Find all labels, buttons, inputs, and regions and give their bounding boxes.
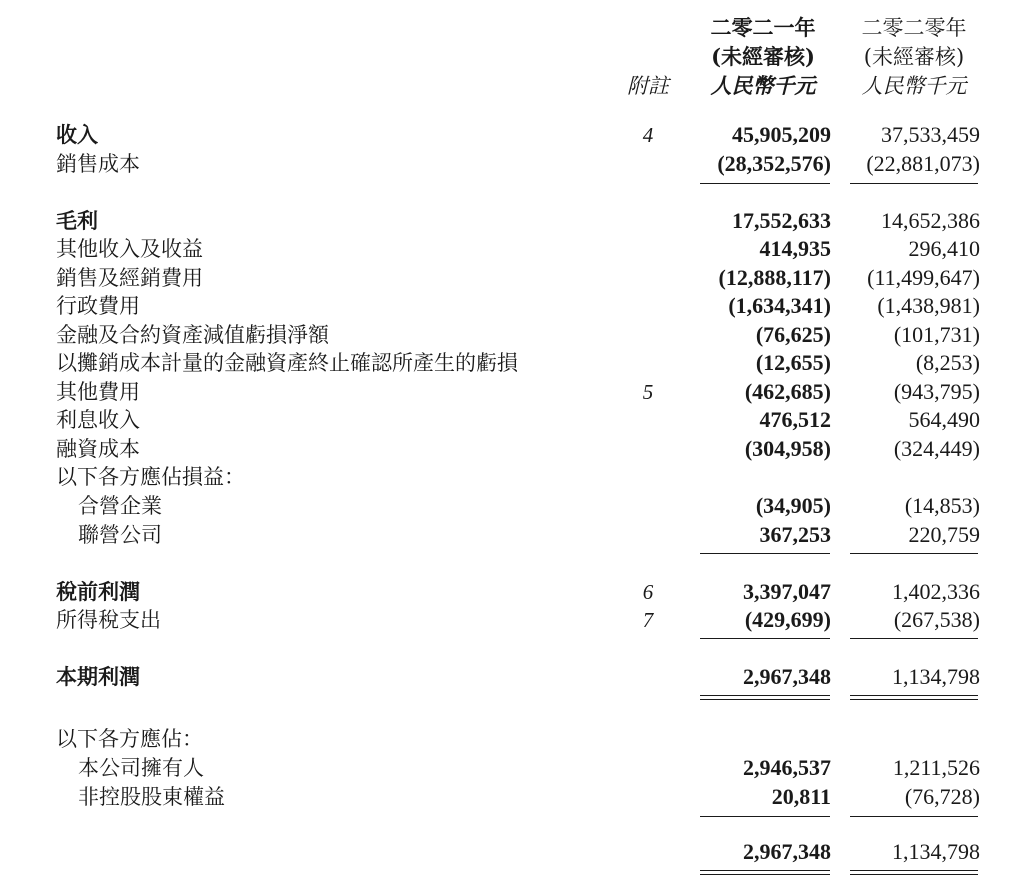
row-value-2021: (28,352,576) [717, 151, 831, 176]
row-value-2020: 37,533,459 [881, 122, 980, 147]
row-label: 所得稅支出 [56, 608, 161, 632]
col2-audit-status: (未經審核) [863, 45, 965, 69]
subtotal-rule [850, 553, 978, 554]
subtotal-rule [700, 553, 830, 554]
row-value-2020: (14,853) [904, 493, 980, 518]
row-label: 融資成本 [56, 437, 140, 461]
notes-header: 附註 [627, 74, 669, 98]
row-value-2020: (11,499,647) [867, 265, 980, 290]
row-value-2021: 2,946,537 [743, 755, 831, 780]
row-value-2021: 2,967,348 [743, 664, 831, 689]
row-value-2021: 414,935 [759, 236, 831, 261]
row-value-2020: 564,490 [908, 407, 980, 432]
row-label: 以攤銷成本計量的金融資產終止確認所產生的虧損 [56, 351, 518, 375]
row-value-2021: 367,253 [759, 522, 831, 547]
row-label: 金融及合約資產減值虧損淨額 [56, 323, 329, 347]
row-value-2021: (34,905) [755, 493, 831, 518]
col2-unit: 人民幣千元 [861, 74, 967, 98]
row-value-2020: (22,881,073) [866, 151, 980, 176]
subtotal-rule [850, 638, 978, 639]
row-label: 其他收入及收益 [56, 237, 203, 261]
row-value-2020: 1,402,336 [892, 579, 980, 604]
row-value-2021: (304,958) [744, 436, 831, 461]
row-value-2021: 3,397,047 [743, 579, 831, 604]
row-value-2020: (267,538) [893, 607, 980, 632]
row-label: 聯營公司 [78, 523, 162, 547]
subtotal-rule [700, 816, 830, 817]
row-label: 銷售成本 [56, 152, 140, 176]
col1-unit: 人民幣千元 [710, 73, 816, 98]
row-value-2021: (76,625) [755, 322, 831, 347]
col1-audit-status: (未經審核) [711, 44, 815, 69]
subtotal-rule [700, 638, 830, 639]
row-value-2020: (324,449) [893, 436, 980, 461]
row-label: 以下各方應佔損益： [56, 465, 245, 489]
row-value-2020: 296,410 [908, 236, 980, 261]
row-label: 銷售及經銷費用 [56, 266, 203, 290]
row-value-2021: (12,888,117) [718, 265, 831, 290]
row-note: 5 [642, 380, 654, 404]
total-double-rule [700, 870, 830, 875]
row-value-2021: (462,685) [744, 379, 831, 404]
row-note: 7 [642, 608, 654, 632]
row-value-2021: 20,811 [771, 784, 831, 809]
row-value-2021: (1,634,341) [728, 293, 831, 318]
row-value-2020: (101,731) [893, 322, 980, 347]
row-value-2020: 14,652,386 [881, 208, 980, 233]
row-value-2020: 1,211,526 [892, 755, 980, 780]
col2-year: 二零二零年 [861, 16, 967, 40]
total-double-rule [850, 695, 978, 700]
total-double-rule [700, 695, 830, 700]
row-label: 非控股股東權益 [78, 785, 225, 809]
row-label: 利息收入 [56, 408, 140, 432]
row-value-2021: (429,699) [744, 607, 831, 632]
subtotal-rule [700, 183, 830, 184]
total-double-rule [850, 870, 978, 875]
row-value-2020: 1,134,798 [892, 664, 980, 689]
row-label: 合營企業 [78, 494, 162, 518]
subtotal-rule [850, 816, 978, 817]
row-label: 本期利潤 [56, 664, 140, 689]
row-value-2021: 476,512 [759, 407, 831, 432]
row-label: 毛利 [56, 208, 98, 233]
row-value-2020: (76,728) [904, 784, 980, 809]
row-note: 4 [642, 123, 654, 147]
row-value-2021: (12,655) [755, 350, 831, 375]
row-value-2020: (8,253) [915, 350, 980, 375]
row-value-2021: 17,552,633 [732, 208, 831, 233]
row-note: 6 [642, 580, 654, 604]
row-value-2021: 45,905,209 [732, 122, 831, 147]
row-label: 以下各方應佔： [56, 727, 203, 751]
row-label: 稅前利潤 [56, 579, 140, 604]
subtotal-rule [850, 183, 978, 184]
row-label: 本公司擁有人 [78, 756, 204, 780]
row-label: 其他費用 [56, 380, 140, 404]
row-value-2020: 1,134,798 [892, 839, 980, 864]
row-value-2020: (1,438,981) [877, 293, 980, 318]
row-label: 行政費用 [56, 294, 140, 318]
row-value-2020: 220,759 [908, 522, 980, 547]
col1-year: 二零二一年 [710, 15, 816, 40]
row-label: 收入 [56, 122, 98, 147]
row-value-2020: (943,795) [893, 379, 980, 404]
row-value-2021: 2,967,348 [743, 839, 831, 864]
